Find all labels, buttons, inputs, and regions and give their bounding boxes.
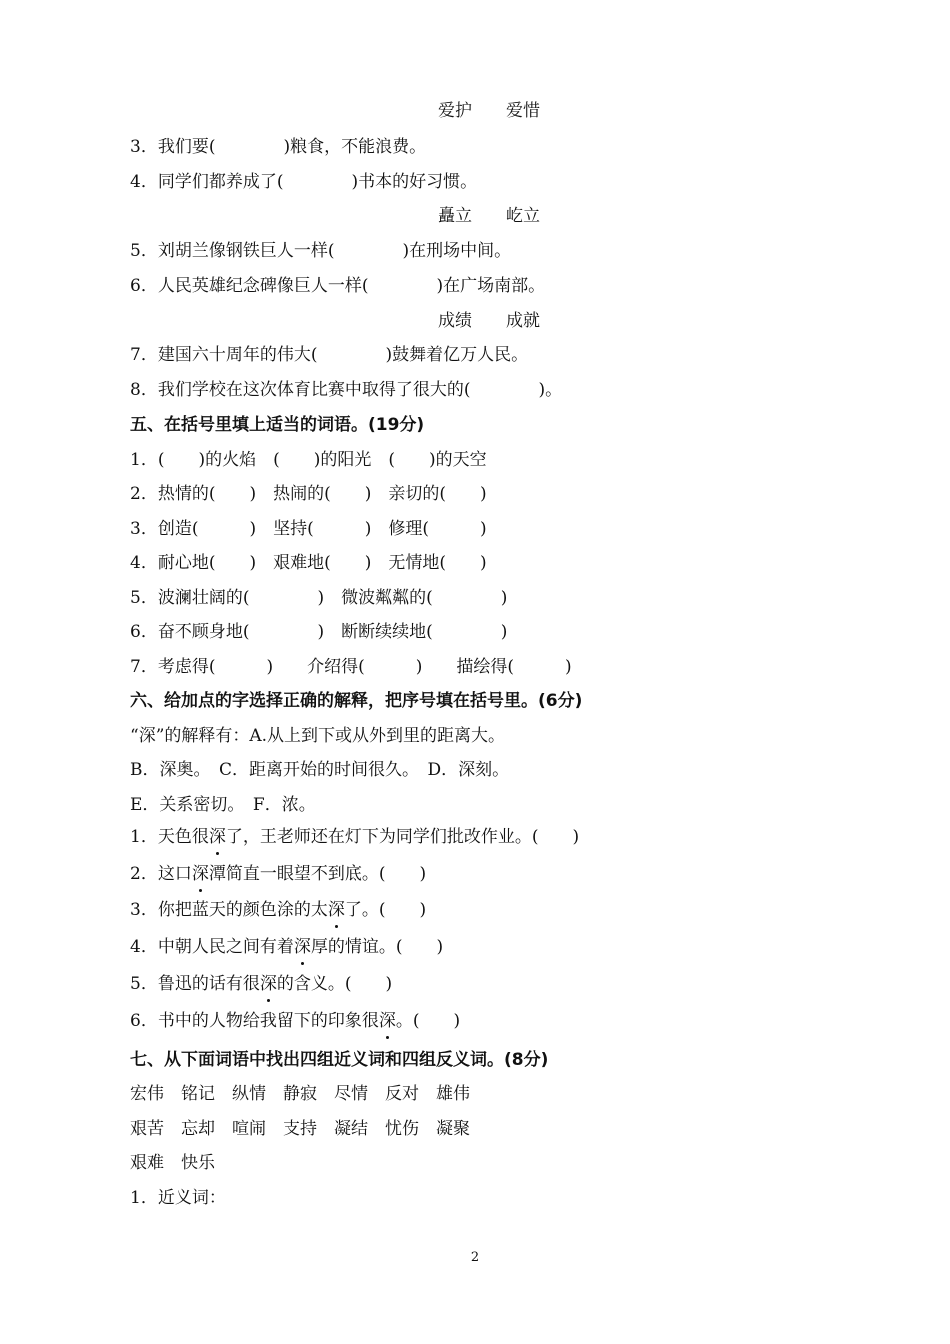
question-line: 6．人民英雄纪念碑像巨人一样( )在广场南部。 xyxy=(130,276,546,296)
fill-row: 6．奋不顾身地( ) 断断续续地( ) xyxy=(130,622,508,642)
dotted-character: 深 xyxy=(293,937,311,957)
question-line: 4．中朝人民之间有着深厚的情谊。( ) xyxy=(130,937,444,957)
fill-row: 3．创造( ) 坚持( ) 修理( ) xyxy=(130,519,487,539)
word-bank-row: 宏伟 铭记 纵情 静寂 尽情 反对 雄伟 xyxy=(130,1084,470,1104)
question-line: 8．我们学校在这次体育比赛中取得了很大的( )。 xyxy=(130,380,563,400)
question-line: 4．同学们都养成了( )书本的好习惯。 xyxy=(130,172,478,192)
question-line: 7．建国六十周年的伟大( )鼓舞着亿万人民。 xyxy=(130,345,529,365)
fill-row: 4．耐心地( ) 艰难地( ) 无情地( ) xyxy=(130,553,487,573)
question-line: 5．鲁迅的话有很深的含义。( ) xyxy=(130,974,393,994)
question-line: 3．你把蓝天的颜色涂的太深了。( ) xyxy=(130,900,427,920)
fill-row: 1．( )的火焰 ( )的阳光 ( )的天空 xyxy=(130,450,487,470)
dotted-character: 深 xyxy=(208,827,226,847)
section-six-heading: 六、给加点的字选择正确的解释，把序号填在括号里。(6分) xyxy=(130,691,583,711)
fill-row: 7．考虑得( ) 介绍得( ) 描绘得( ) xyxy=(130,657,572,677)
synonyms-answer-line: 1．近义词： xyxy=(130,1188,226,1208)
question-line: 5．刘胡兰像钢铁巨人一样( )在刑场中间。 xyxy=(130,241,512,261)
definition-line: B．深奥。 C．距离开始的时间很久。 D．深刻。 xyxy=(130,760,510,780)
page-number: 2 xyxy=(470,1250,480,1265)
definition-line: “深”的解释有：A.从上到下或从外到里的距离大。 xyxy=(130,726,506,746)
word-options-3: 成绩 成就 xyxy=(438,311,540,331)
dotted-character: 深 xyxy=(327,900,345,920)
section-seven-heading: 七、从下面词语中找出四组近义词和四组反义词。(8分) xyxy=(130,1050,549,1070)
dotted-character: 深 xyxy=(191,864,209,884)
dotted-character: 深 xyxy=(378,1011,396,1031)
question-line: 1．天色很深了，王老师还在灯下为同学们批改作业。( ) xyxy=(130,827,580,847)
word-bank-row: 艰难 快乐 xyxy=(130,1153,215,1173)
question-line: 3．我们要( )粮食，不能浪费。 xyxy=(130,137,427,157)
word-options-2: 矗立 屹立 xyxy=(438,206,540,226)
dotted-character: 深 xyxy=(259,974,277,994)
section-five-heading: 五、在括号里填上适当的词语。(19分) xyxy=(130,415,425,435)
fill-row: 5．波澜壮阔的( ) 微波粼粼的( ) xyxy=(130,588,508,608)
word-options-1: 爱护 爱惜 xyxy=(438,101,540,121)
fill-row: 2．热情的( ) 热闹的( ) 亲切的( ) xyxy=(130,484,487,504)
question-line: 6．书中的人物给我留下的印象很深。( ) xyxy=(130,1011,461,1031)
question-line: 2．这口深潭简直一眼望不到底。( ) xyxy=(130,864,427,884)
word-bank-row: 艰苦 忘却 喧闹 支持 凝结 忧伤 凝聚 xyxy=(130,1119,470,1139)
definition-line: E．关系密切。 F．浓。 xyxy=(130,795,316,815)
